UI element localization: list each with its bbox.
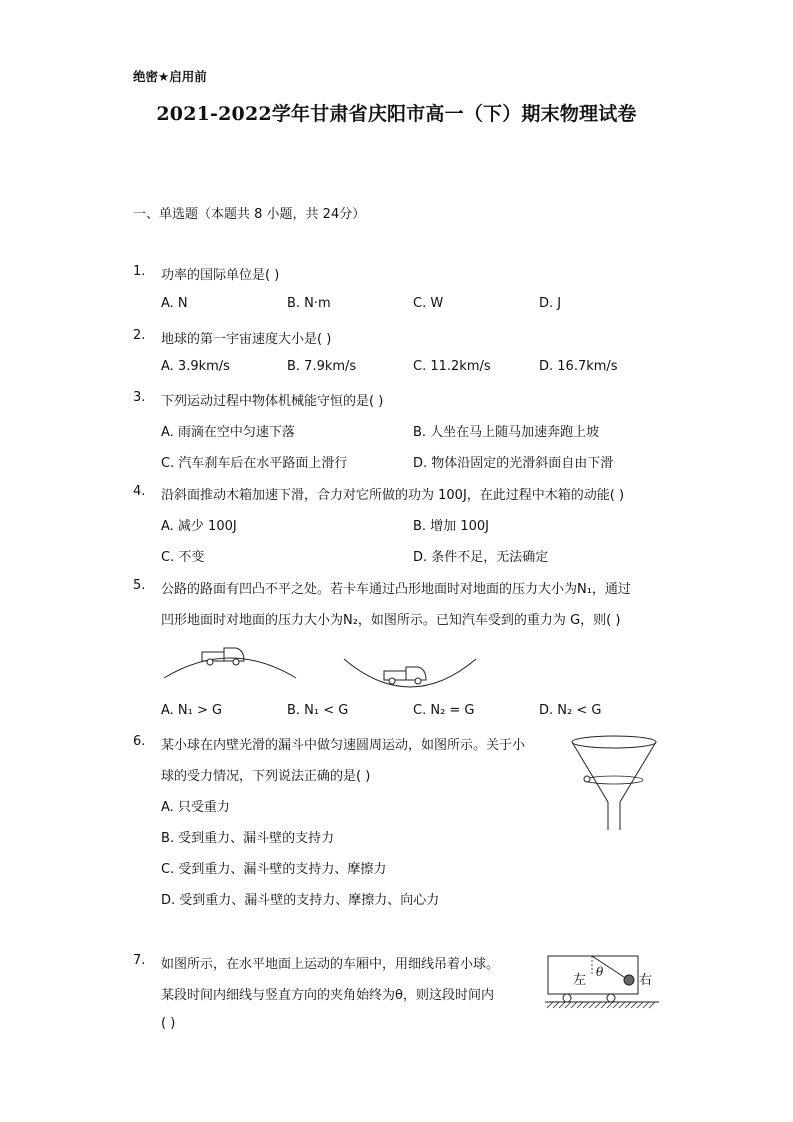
option-b: B. 受到重力、漏斗壁的支持力 <box>161 831 335 846</box>
convex-road-figure <box>160 640 300 680</box>
truck-icon <box>202 648 244 665</box>
option-d: D. 物体沿固定的光滑斜面自由下滑 <box>413 456 614 471</box>
option-c: C. 11.2km/s <box>413 359 491 374</box>
option-a: A. 3.9km/s <box>161 359 230 374</box>
ball-icon <box>584 776 590 782</box>
option-d: D. 16.7km/s <box>539 359 618 374</box>
question-stem-line2: 凹形地面时对地面的压力大小为N₂，如图所示。已知汽车受到的重力为 G，则( ) <box>161 613 621 628</box>
option-d: D. 受到重力、漏斗壁的支持力、摩擦力、向心力 <box>161 893 440 908</box>
left-label: 左 <box>573 973 587 988</box>
option-a: A. N <box>161 296 188 311</box>
question-stem: 下列运动过程中物体机械能守恒的是( ) <box>161 394 384 409</box>
option-c: C. 不变 <box>161 550 205 565</box>
option-b: B. N·m <box>287 296 331 311</box>
option-a: A. 只受重力 <box>161 800 230 815</box>
question-number: 2. <box>133 328 146 343</box>
question-stem-line2: 某段时间内细线与竖直方向的夹角始终为θ，则这段时间内 <box>161 988 494 1003</box>
option-c: C. 受到重力、漏斗壁的支持力、摩擦力 <box>161 862 387 877</box>
option-a: A. N₁ > G <box>161 703 223 718</box>
option-b: B. 7.9km/s <box>287 359 357 374</box>
question-stem: 沿斜面推动木箱加速下滑，合力对它所做的功为 100J，在此过程中木箱的动能( ) <box>161 488 625 503</box>
right-label: 右 <box>639 973 653 988</box>
option-c: C. W <box>413 296 444 311</box>
question-stem-line2: 球的受力情况，下列说法正确的是( ) <box>161 769 371 784</box>
secret-label: 绝密★启用前 <box>133 69 207 84</box>
option-b: B. 人坐在马上随马加速奔跑上坡 <box>413 425 600 440</box>
question-stem: 功率的国际单位是( ) <box>161 268 280 283</box>
option-d: D. N₂ < G <box>539 703 602 718</box>
question-stem-line1: 公路的路面有凹凸不平之处。若卡车通过凸形地面时对地面的压力大小为N₁，通过 <box>161 582 631 597</box>
wheel-icon <box>563 994 571 1002</box>
option-c: C. 汽车刹车后在水平路面上滑行 <box>161 456 348 471</box>
ball-icon <box>624 975 634 985</box>
option-d: D. 条件不足，无法确定 <box>413 550 549 565</box>
question-stem-line1: 如图所示，在水平地面上运动的车厢中，用细线吊着小球。 <box>161 957 500 972</box>
funnel-figure <box>568 734 660 834</box>
question-number: 1. <box>133 264 146 279</box>
question-number: 4. <box>133 484 146 499</box>
option-d: D. J <box>539 296 562 311</box>
question-number: 6. <box>133 734 146 749</box>
option-a: A. 减少 100J <box>161 519 237 534</box>
concave-road-figure <box>340 655 480 691</box>
section-heading: 一、单选题（本题共 8 小题，共 24分） <box>133 207 366 222</box>
truck-icon <box>384 667 426 684</box>
option-c: C. N₂ = G <box>413 703 475 718</box>
carriage-figure <box>543 954 663 1014</box>
question-number: 5. <box>133 578 146 593</box>
option-b: B. 增加 100J <box>413 519 489 534</box>
option-b: B. N₁ < G <box>287 703 349 718</box>
page-title: 2021-2022学年甘肃省庆阳市高一（下）期末物理试卷 <box>156 103 637 125</box>
question-number: 7. <box>133 953 146 968</box>
option-a: A. 雨滴在空中匀速下落 <box>161 425 295 440</box>
question-stem-line1: 某小球在内壁光滑的漏斗中做匀速圆周运动，如图所示。关于小 <box>161 738 526 753</box>
question-stem-line3: ( ) <box>161 1016 176 1031</box>
angle-label: θ <box>596 965 604 979</box>
wheel-icon <box>607 994 615 1002</box>
question-stem: 地球的第一宇宙速度大小是( ) <box>161 332 332 347</box>
question-number: 3. <box>133 390 146 405</box>
